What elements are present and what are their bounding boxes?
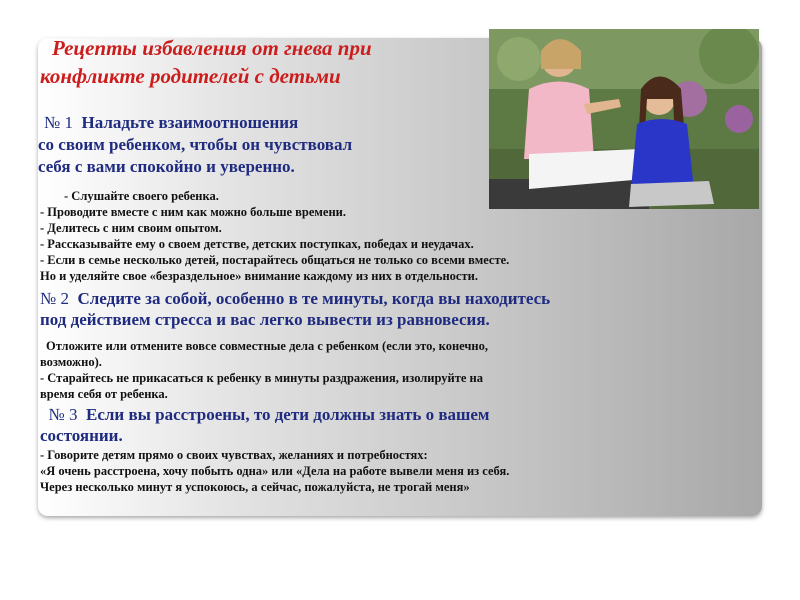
- list-item: время себя от ребенка.: [40, 387, 168, 401]
- section-2-number: № 2: [40, 289, 69, 308]
- list-item: «Я очень расстроена, хочу побыть одна» или «Дела на работе вывели меня из себя.: [40, 464, 510, 478]
- section-2-list: [40, 338, 740, 402]
- section-2-heading-line-2: под действием стресса и вас легко вывести из равновесия.: [40, 310, 490, 329]
- list-item: - Говорите детям прямо о своих чувствах, желаниях и потребностях:: [40, 448, 428, 462]
- section-1-heading: [38, 112, 478, 178]
- list-item: - Старайтесь не прикасаться к ребенку в минуты раздражения, изолируйте на: [40, 371, 484, 385]
- slide-title: [40, 34, 480, 90]
- list-item: - Проводите вместе с ним как можно больше времени.: [40, 205, 347, 219]
- list-item: возможно).: [40, 355, 102, 369]
- section-1-heading-line-3: себя с вами спокойно и уверенно.: [38, 157, 295, 176]
- section-1-number: № 1: [44, 113, 73, 132]
- list-item: Отложите или отмените вовсе совместные дела с ребенком (если это, конечно,: [46, 339, 489, 353]
- section-2-heading-line-1: Следите за собой, особенно в те минуты, когда вы находитесь: [77, 289, 551, 308]
- section-1-heading-line-1: Наладьте взаимоотношения: [81, 113, 299, 132]
- list-item: - Делитесь с ним своим опытом.: [40, 221, 222, 235]
- list-item: - Рассказывайте ему о своем детстве, детских поступках, победах и неудачах.: [40, 237, 474, 251]
- section-3-list: [40, 447, 740, 495]
- section-3-heading: [40, 404, 740, 446]
- list-item: - Слушайте своего ребенка.: [64, 189, 219, 203]
- list-item: Через несколько минут я успокоюсь, а сейчас, пожалуйста, не трогай меня»: [40, 480, 470, 494]
- section-3-heading-line-2: состоянии.: [40, 426, 123, 445]
- section-3-heading-line-1: Если вы расстроены, то дети должны знать о вашем: [85, 405, 490, 424]
- title-line-2: конфликте родителей с детьми: [40, 64, 341, 88]
- section-3-number: № 3: [48, 405, 78, 424]
- section-1-heading-line-2: со своим ребенком, чтобы он чувствовал: [38, 135, 353, 154]
- title-line-1: Рецепты избавления от гнева при: [52, 36, 372, 60]
- section-2-heading: [40, 288, 740, 330]
- section-1-list: [40, 188, 740, 284]
- list-item: Но и уделяйте свое «безраздельное» внимание каждому из них в отдельности.: [40, 269, 478, 283]
- mother-daughter-photo: [489, 29, 759, 209]
- list-item: - Если в семье несколько детей, постарайтесь общаться не только со всеми вместе.: [40, 253, 510, 267]
